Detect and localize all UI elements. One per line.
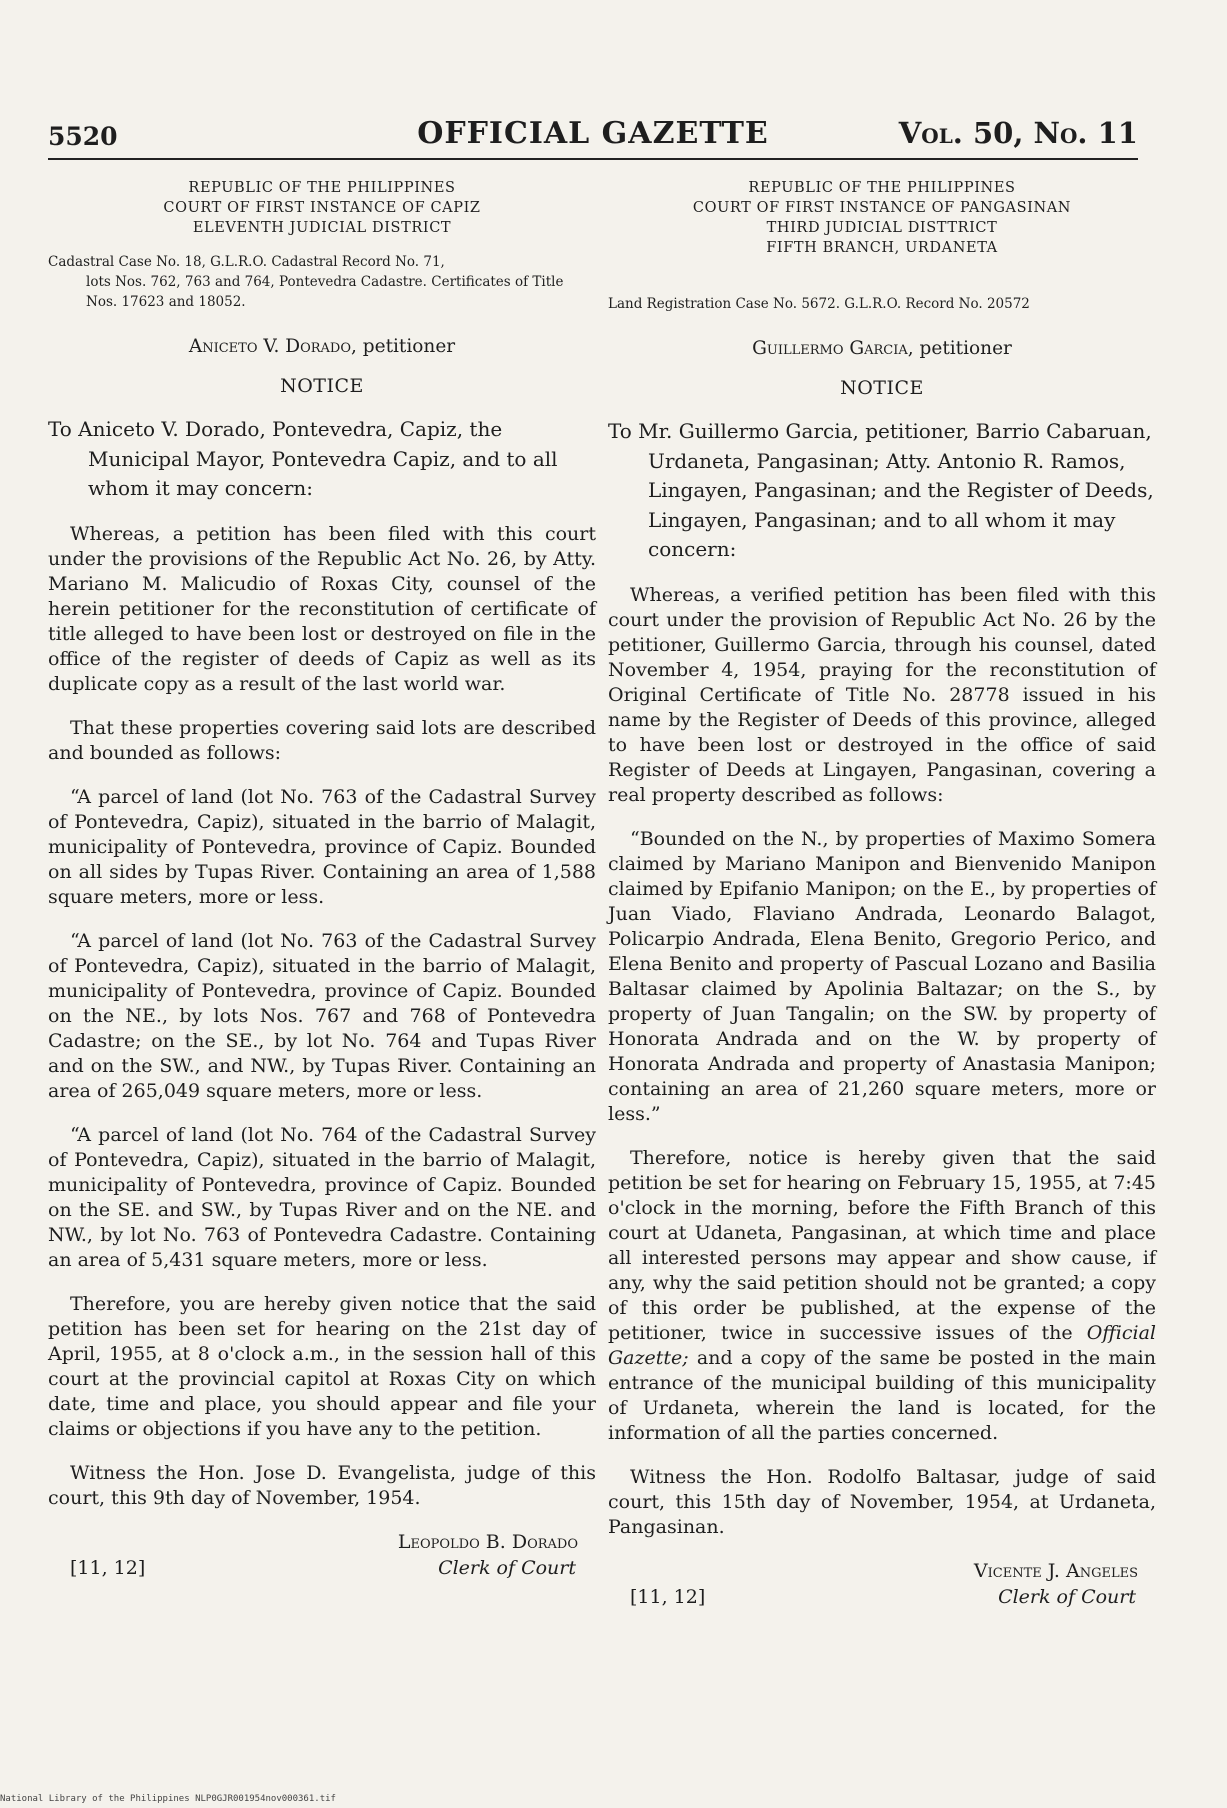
- paragraph: Therefore, you are hereby given notice that the said petition has been set for hearing on the 21st day of April, 1955, at 8 o'clock a.m., in the session hall of this court at the provincial capitol at Roxas City on which date, time and place, you should appear and file your claims or objections if you have any to the petition.: [48, 1292, 596, 1440]
- signer-name: Vicente J. Angeles: [973, 1559, 1138, 1582]
- scan-source-footer: National Library of the Philippines NLP0GJR001954nov000361.tif: [0, 1794, 336, 1804]
- paragraph: Whereas, a petition has been filed with this court under the provisions of the Republic Act No. 26, by Atty. Mariano M. Malicudio of Roxas City, counsel of the herein petitioner for the reconstitution of certificate of title alleged to have been lost or destroyed on file in the office of the register of deeds of Capiz as well as its duplicate copy as a result of the last world war.: [48, 522, 596, 695]
- issue-reference: [11, 12]: [630, 1585, 706, 1608]
- petitioner-line: Aniceto V. Dorado, petitioner: [188, 336, 456, 357]
- header-rule: [48, 158, 1138, 160]
- left-notice-column: [48, 178, 596, 1587]
- paragraph: “A parcel of land (lot No. 764 of the Cadastral Survey of Pontevedra, Capiz), situated in the barrio of Malagit, municipality of Pontevedra, province of Capiz. Bounded on the SE. and SW., by Tupas River and on the NE. and NW., by lot No. 763 of Pontevedra Cadastre. Containing an area of 5,431 square meters, more or less.: [48, 1123, 596, 1271]
- page-number: 5520: [48, 122, 118, 151]
- issue-reference: [11, 12]: [70, 1556, 146, 1579]
- case-reference: Cadastral Case No. 18, G.L.R.O. Cadastral Record No. 71, lots Nos. 762, 763 and 764, Pontevedra Cadastre. Certificates of Title Nos. 17623 and 18052.: [48, 254, 564, 310]
- paragraph: “A parcel of land (lot No. 763 of the Cadastral Survey of Pontevedra, Capiz), situated in the barrio of Malagit, municipality of Pontevedra, province of Capiz. Bounded on all sides by Tupas River. Containing an area of 1,588 square meters, more or less.: [48, 785, 596, 908]
- case-reference: Land Registration Case No. 5672. G.L.R.O. Record No. 20572: [608, 296, 1030, 312]
- paragraph: That these properties covering said lots are described and bounded as follows:: [48, 716, 596, 764]
- notice-heading: NOTICE: [280, 375, 364, 397]
- paragraph: “A parcel of land (lot No. 763 of the Cadastral Survey of Pontevedra, Capiz), situated in the barrio of Malagit, municipality of Pontevedra, province of Capiz. Bounded on the NE., by lots Nos. 767 and 768 of Pontevedra Cadastre; on the SE., by lot No. 764 and Tupas River and on the SW., and NW., by Tupas River. Containing an area of 265,049 square meters, more or less.: [48, 929, 596, 1102]
- publication-title: OFFICIAL GAZETTE: [417, 116, 769, 151]
- notice-address: To Aniceto V. Dorado, Pontevedra, Capiz, the Municipal Mayor, Pontevedra Capiz, and to all whom it may concern:: [48, 417, 558, 500]
- paragraph: “Bounded on the N., by properties of Maximo Somera claimed by Mariano Manipon and Bienvenido Manipon claimed by Epifanio Manipon; on the E., by properties of Juan Viado, Flaviano Andrada, Leonardo Balagot, Policarpio Andrada, Elena Benito, Gregorio Perico, and Elena Benito and property of Pascual Lozano and Basilia Baltasar claimed by Apolinia Baltazar; on the S., by property of Juan Tangalin; on the SW. by property of Honorata Andrada and on the W. by property of Honorata Andrada and property of Anastasia Manipon; containing an area of 21,260 square meters, more or less.”: [608, 827, 1156, 1125]
- signature-block: [48, 1531, 596, 1587]
- gazette-title: Official Gazette;: [608, 1321, 1156, 1369]
- witness-paragraph: Witness the Hon. Jose D. Evangelista, judge of this court, this 9th day of November, 1954.: [48, 1461, 596, 1509]
- petitioner-line: Guillermo Garcia, petitioner: [752, 338, 1012, 359]
- paragraph: Therefore, notice is hereby given that the said petition be set for hearing on February 15, 1955, at 7:45 o'clock in the morning, before the Fifth Branch of this court at Udaneta, Pangasinan, at which time and place all interested persons may appear and show cause, if any, why the said petition should not be granted; a copy of this order be published, at the expense of the petitioner, twice in successive issues of the Official Gazette; and a copy of the same be posted in the main entrance of the municipal building of this municipality of Urdaneta, wherein the land is located, for the information of all the parties concerned.: [608, 1146, 1156, 1444]
- court-heading: REPUBLIC OF THE PHILIPPINES COURT OF FIRST INSTANCE OF CAPIZ ELEVENTH JUDICIAL DISTRICT: [163, 180, 481, 236]
- page-header: [48, 108, 1138, 158]
- right-notice-column: [608, 178, 1156, 1616]
- witness-paragraph: Witness the Hon. Rodolfo Baltasar, judge of said court, this 15th day of November, 1954, at Urdaneta, Pangasinan.: [608, 1465, 1156, 1538]
- signer-role: Clerk of Court: [998, 1585, 1136, 1608]
- signature-block: [608, 1560, 1156, 1616]
- notice-heading: NOTICE: [840, 377, 924, 399]
- court-heading: REPUBLIC OF THE PHILIPPINES COURT OF FIRST INSTANCE OF PANGASINAN THIRD JUDICIAL DISTTRICT FIFTH BRANCH, URDANETA: [692, 180, 1072, 256]
- signer-name: Leopoldo B. Dorado: [397, 1530, 578, 1553]
- volume-number: Vol. 50, No. 11: [898, 116, 1138, 150]
- notice-address: To Mr. Guillermo Garcia, petitioner, Barrio Cabaruan, Urdaneta, Pangasinan; Atty. Antonio R. Ramos, Lingayen, Pangasinan; and the Register of Deeds, Lingayen, Pangasinan; and to all whom it may concern:: [608, 419, 1154, 561]
- paragraph: Whereas, a verified petition has been filed with this court under the provision of Republic Act No. 26 by the petitioner, Guillermo Garcia, through his counsel, dated November 4, 1954, praying for the reconstitution of Original Certificate of Title No. 28778 issued in his name by the Register of Deeds of this province, alleged to have been lost or destroyed in the office of said Register of Deeds at Lingayen, Pangasinan, covering a real property described as follows:: [608, 583, 1156, 806]
- signer-role: Clerk of Court: [438, 1556, 576, 1579]
